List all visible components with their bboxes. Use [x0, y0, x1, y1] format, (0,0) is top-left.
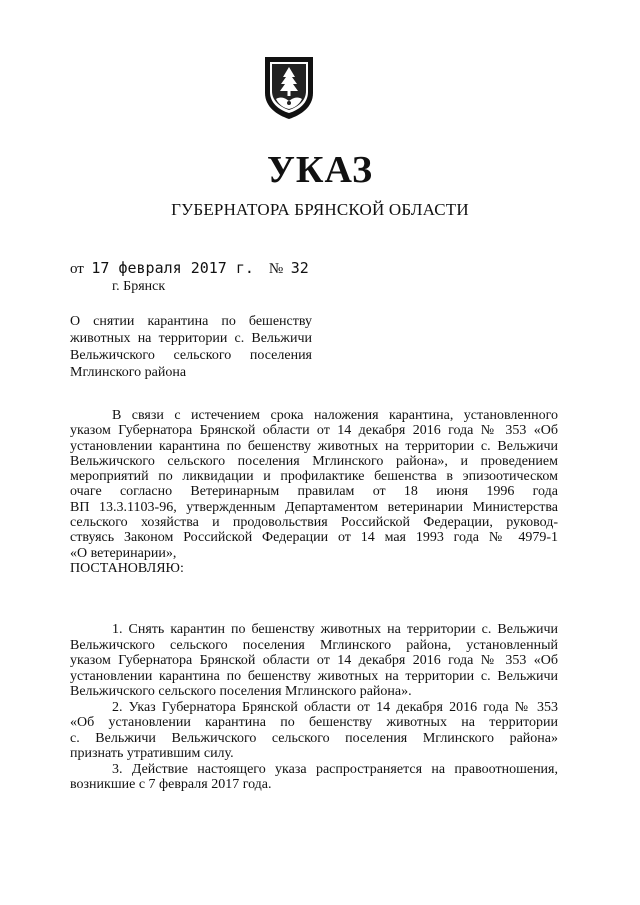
document-date: 17 февраля 2017 г. — [91, 259, 254, 277]
item-1-line: Вельжичского сельского поселения Мглинского района». — [70, 684, 412, 699]
date-prefix: от — [70, 261, 84, 277]
preamble-paragraph — [70, 408, 558, 576]
number-label: № — [268, 261, 284, 277]
item-1-line: установлении карантина по бешенству животных на территории с. Вельжичи — [70, 668, 558, 684]
body-line: сельского хозяйства и продовольствия Российской Федерации, руковод- — [70, 515, 558, 531]
item-3-line: возникшие с 7 февраля 2017 года. — [70, 777, 272, 792]
item-3-line: 3. Действие настоящего указа распространяется на правоотношения, — [112, 761, 558, 777]
subject-line: Мглинского района — [70, 365, 187, 380]
item-2-line: с. Вельжичи Вельжичского сельского поселения Мглинского района» — [70, 730, 558, 746]
body-line: «О ветеринарии», — [70, 545, 177, 561]
subject-line: животных на территории с. Вельжичи — [70, 331, 312, 346]
body-line: ВП 13.3.1103-96, утвержденным Департаментом ветеринарии Министерства — [70, 499, 558, 515]
body-line: установлении карантина по бешенству животных на территории с. Вельжичи — [70, 438, 558, 454]
subject-line: О снятии карантина по бешенству — [70, 314, 312, 329]
date-number-line — [70, 259, 309, 278]
decree-keyword: ПОСТАНОВЛЯЮ: — [70, 560, 184, 576]
body-line: ствуясь Законом Российской Федерации от 14 мая 1993 года № 4979-1 — [70, 530, 558, 546]
item-2-line: «Об установлении карантина по бешенству животных на территории — [70, 715, 558, 730]
body-line: очаге согласно Ветеринарным правилам от 18 июня 1996 года — [70, 484, 558, 500]
body-line: В связи с истечением срока наложения карантина, установленного — [112, 408, 558, 423]
document-subtitle: ГУБЕРНАТОРА БРЯНСКОЙ ОБЛАСТИ — [171, 200, 469, 219]
item-2-line: 2. Указ Губернатора Брянской области от 14 декабря 2016 года № 353 — [112, 699, 558, 715]
item-1-line: Вельжичского сельского поселения Мглинского района, установленный — [70, 637, 558, 653]
body-line: мероприятий по ликвидации и профилактике бешенства в эпизоотическом — [70, 469, 558, 485]
document-city: г. Брянск — [112, 279, 166, 294]
item-1-line: указом Губернатора Брянской области от 14 декабря 2016 года № 353 «Об — [70, 653, 558, 668]
item-1-line: 1. Снять карантин по бешенству животных на территории с. Вельжичи — [112, 622, 558, 637]
body-line: указом Губернатора Брянской области от 14 декабря 2016 года № 353 «Об — [70, 423, 558, 439]
decree-items — [70, 622, 558, 793]
subject-line: Вельжичского сельского поселения — [70, 348, 312, 363]
body-line: Вельжичского сельского поселения Мглинского района», и проведением — [70, 453, 558, 469]
document-number: 32 — [290, 259, 309, 277]
item-2-line: признать утратившим силу. — [70, 746, 234, 761]
document-title: УКАЗ — [267, 149, 373, 191]
coat-of-arms-icon — [261, 53, 317, 121]
document-subject — [70, 313, 312, 381]
